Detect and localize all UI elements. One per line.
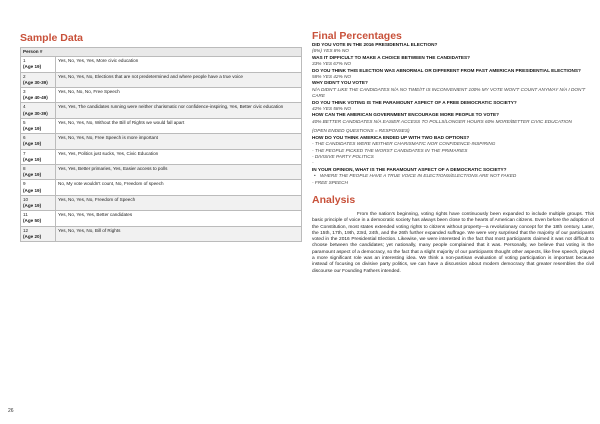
response-cell: Yes, No, Yes, Yes, More civic education — [56, 57, 302, 72]
person-age: (Age 30-39) — [23, 79, 48, 85]
person-number: 4 — [23, 104, 26, 110]
person-cell — [21, 180, 56, 195]
person-cell — [21, 134, 56, 149]
table-row — [21, 195, 302, 210]
person-number: 3 — [23, 89, 26, 95]
survey-question: WHY DIDN'T YOU VOTE? — [312, 80, 368, 86]
person-age: (Age 50) — [23, 218, 42, 224]
response-cell: Yes, Yes, Politics just sucks, Yes, Civic Education — [56, 149, 302, 164]
survey-question: DID YOU VOTE IN THE 2016 PRESIDENTIAL ELECTION? — [312, 42, 438, 47]
survey-question: DO YOU THINK THIS ELECTION WAS ABNORMAL OR DIFFERENT FROM PAST AMERICAN PRESIDENTIAL ELECTIONS? — [312, 67, 581, 73]
response-cell: Yes, No, Yes, No, Free Speech is more important — [56, 134, 302, 149]
table-row — [21, 180, 302, 195]
person-cell — [21, 72, 56, 87]
percentages-list — [312, 42, 594, 125]
sample-data-table — [20, 47, 302, 242]
person-age: (Age 20) — [23, 233, 42, 239]
person-number: 8 — [23, 166, 26, 172]
table-row — [21, 165, 302, 180]
table-row — [21, 118, 302, 133]
survey-answer: 33% YES 67% NO — [312, 61, 351, 67]
response-cell: Yes, Yes, Better primaries, Yes, Easier access to polls — [56, 165, 302, 180]
person-cell — [21, 103, 56, 118]
person-number: 1 — [23, 58, 26, 64]
response-cell: Yes, No, Yes, No, Without the Bill of Rights we would fall apart — [56, 118, 302, 133]
open-question-2: IN YOUR OPINION, WHAT IS THE PARAMOUNT ASPECT OF A DEMOCRATIC SOCIETY? — [312, 166, 507, 172]
person-cell — [21, 226, 56, 241]
person-number: 5 — [23, 119, 26, 125]
response-cell: Yes, No, Yes, Yes, Better candidates — [56, 211, 302, 226]
open-answer-2-line: - FREE SPEECH — [312, 179, 348, 185]
response-cell: Yes, Yes, The candidates running were neither charismatic nor confidence-inspiring, Yes, Better civic education — [56, 103, 302, 118]
open-answer-2-bullet: • WHERE THE PEOPLE HAVE A TRUE VOICE IN ELECTIONS/ELECTIONS ARE NOT FAKED — [312, 173, 594, 179]
person-age: (Age 19) — [23, 64, 42, 70]
survey-answer: 42% YES 58% NO — [312, 106, 351, 112]
person-number: 7 — [23, 150, 26, 156]
table-row — [21, 211, 302, 226]
response-cell: Yes, No, No, No, Free Speech — [56, 88, 302, 103]
open-answer: - DIVISIVE PARTY POLITICS — [312, 153, 374, 159]
response-cell: Yes, No, Yes, No, Elections that are not predetermined and where people have a true voice — [56, 72, 302, 87]
survey-answer: (6%) YES 8% NO — [312, 48, 349, 54]
open-answer: - THE PEOPLE PICKED THE WORST CANDIDATES IN THE PRIMARIES — [312, 147, 468, 153]
response-cell: No, My vote wouldn't count, No, Freedom of speech — [56, 180, 302, 195]
survey-question: WAS IT DIFFICULT TO MAKE A CHOICE BETWEEN THE CANDIDATES? — [312, 54, 470, 60]
survey-answer: N/A DIDN'T LIKE THE CANDIDATES N/A NO TIME/IT IS INCONVENIENT 100% MY VOTE WON'T COUNT ANYWAY N/A I DON'T CARE — [312, 86, 586, 99]
table-row — [21, 134, 302, 149]
analysis-paragraph: From the nation's beginning, voting rights have continuously been expanded to include multiple groups. This basic principle of voice in a democratic society has always been close to the hearts of American citizens. Even before the adoption of the Constitution, most states extended voting rights to citizens without property—a revolutionary concept for the 18th century. Later, the 15th, 17th, 19th, 23rd, 24th, and the 26th further expanded suffrage. We were very surprised that the majority of our participants voted in the 2016 Presidential Election. Likewise, we were interested in the fact that most participants claimed it was not difficult to choose between the candidates; yet nationally, many people complained that it was. Personally, we believe that voting is the paramount aspect of a democracy, so the fact that a slight majority of our participants thought other aspects, like free speech, played a more significant role was an interesting idea. We think a non-partisan evaluation of voting participation is important because instead of focusing on divisive party politics, we can have a discussion about modern democracy that greater resembles the civil discourse our Founding Fathers intended. — [312, 211, 594, 274]
person-cell — [21, 195, 56, 210]
person-number: 10 — [23, 196, 29, 202]
person-number: 2 — [23, 73, 26, 79]
person-age: (Age 19) — [23, 126, 42, 132]
person-age: (Age 40-49) — [23, 95, 48, 101]
person-number: 11 — [23, 212, 28, 218]
person-cell — [21, 211, 56, 226]
survey-question: HOW CAN THE AMERICAN GOVERNMENT ENCOURAGE MORE PEOPLE TO VOTE? — [312, 112, 499, 118]
table-row — [21, 103, 302, 118]
table-row — [21, 149, 302, 164]
person-age: (Age 19) — [23, 141, 42, 147]
open-question-1: HOW DO YOU THINK AMERICA ENDED UP WITH TWO BAD OPTIONS? — [312, 134, 470, 140]
person-age: (Age 19) — [23, 172, 42, 178]
open-answers-1 — [312, 141, 594, 167]
person-age: (Age 19) — [23, 156, 42, 162]
person-number: 9 — [23, 181, 26, 187]
table-header-person: Person # — [21, 48, 302, 57]
person-cell — [21, 57, 56, 72]
survey-answer: 58% YES 42% NO — [312, 74, 351, 80]
person-age: (Age 30-39) — [23, 110, 48, 116]
survey-question: DO YOU THINK VOTING IS THE PARAMOUNT ASPECT OF A FREE DEMOCRATIC SOCIETY? — [312, 99, 517, 105]
survey-answer: 40% BETTER CANDIDATES N/A EASIER ACCESS TO POLLS/LONGER HOURS 60% MORE/BETTER CIVIC EDUCATION — [312, 118, 572, 124]
page-number: 26 — [8, 408, 14, 414]
person-cell — [21, 149, 56, 164]
person-number: 6 — [23, 135, 26, 141]
results-section — [312, 30, 594, 275]
final-percentages-title: Final Percentages — [312, 30, 402, 42]
person-cell — [21, 165, 56, 180]
person-age: (Age 19) — [23, 203, 42, 209]
sample-data-title: Sample Data — [20, 32, 84, 44]
open-answer: - — [312, 160, 314, 166]
person-number: 12 — [23, 227, 29, 233]
table-row — [21, 57, 302, 72]
table-row — [21, 226, 302, 241]
person-cell — [21, 88, 56, 103]
analysis-title: Analysis — [312, 193, 356, 206]
person-age: (Age 19) — [23, 187, 42, 193]
sample-data-section — [20, 32, 302, 242]
person-cell — [21, 118, 56, 133]
response-cell: Yes, No, Yes, No, Bill of Rights — [56, 226, 302, 241]
table-row — [21, 88, 302, 103]
open-ended-label: (OPEN ENDED QUESTIONS = RESPONSES) — [312, 128, 410, 134]
response-cell: Yes, No, Yes, No, Freedom of Speech — [56, 195, 302, 210]
open-answer: - THE CANDIDATES WERE NEITHER CHARISMATIC NOR CONFIDENCE-INSPIRING — [312, 141, 496, 147]
table-row — [21, 72, 302, 87]
table-header-row — [21, 48, 302, 57]
